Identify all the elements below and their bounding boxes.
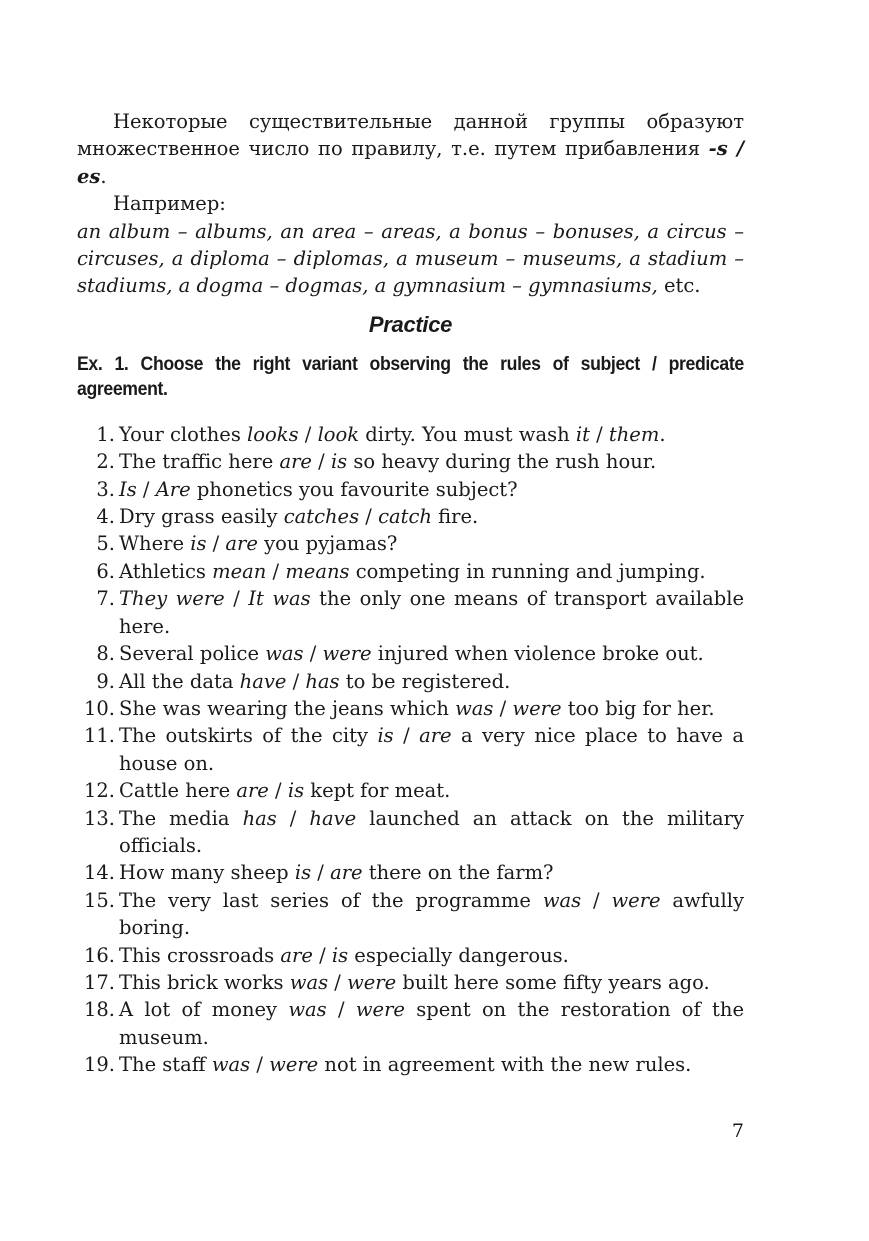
item-number: 3.	[96, 477, 115, 501]
item-text	[117, 695, 744, 722]
exercise-item	[77, 668, 744, 695]
item-number: 12.	[83, 779, 115, 803]
variant-option: is	[287, 779, 305, 803]
intro-paragraph	[77, 108, 744, 190]
item-fragment: awfully boring.	[119, 888, 745, 940]
item-fragment: too big for her.	[561, 696, 715, 720]
item-fragment: you pyjamas?	[257, 532, 398, 556]
plural-suffix: -s / es	[77, 137, 745, 188]
variant-option: are	[330, 861, 363, 885]
item-fragment: Your clothes	[119, 422, 248, 446]
item-fragment: /	[326, 998, 356, 1022]
variant-option: is	[330, 450, 348, 474]
item-fragment: This crossroads	[119, 943, 281, 967]
item-text	[117, 777, 744, 804]
variant-option: They were	[119, 587, 225, 611]
variant-option: has	[242, 806, 277, 830]
item-fragment: launched an attack on the military officials.	[119, 806, 744, 857]
item-text	[117, 503, 744, 530]
exercise-item	[77, 448, 744, 475]
item-fragment: fire.	[431, 505, 479, 529]
item-fragment: /	[311, 861, 331, 885]
item-fragment: /	[312, 943, 332, 967]
item-number: 7.	[96, 587, 115, 611]
item-text	[117, 448, 744, 475]
item-text	[117, 585, 744, 640]
item-number: 14.	[83, 861, 115, 885]
item-fragment: Cattle here	[119, 779, 237, 803]
item-fragment: /	[268, 779, 288, 803]
variant-option: was	[288, 998, 327, 1022]
exercise-item	[77, 695, 744, 722]
variant-option: are	[236, 779, 269, 803]
exercise-item	[77, 777, 744, 804]
item-text	[117, 640, 744, 667]
intro-text: Некоторые существительные данной группы образуют множественное число по правилу, т.е. путем прибавления	[77, 110, 744, 161]
item-text	[117, 722, 744, 777]
variant-option: were	[512, 696, 562, 720]
item-fragment: How many sheep	[119, 861, 295, 885]
variant-option: is	[190, 532, 207, 556]
item-fragment: The staff	[119, 1053, 212, 1077]
item-fragment: /	[493, 696, 513, 720]
intro-end: .	[100, 164, 107, 188]
variant-option: was	[542, 888, 582, 912]
item-fragment: /	[136, 477, 156, 501]
variant-option: are	[225, 532, 258, 556]
exercise-item	[77, 969, 744, 996]
item-fragment: /	[393, 724, 420, 748]
exercise-item	[77, 530, 744, 557]
exercise-item	[77, 640, 744, 667]
examples-paragraph	[77, 218, 744, 300]
variant-option: is	[294, 861, 312, 885]
variant-option: have	[239, 669, 287, 693]
item-text	[117, 530, 744, 557]
item-fragment: /	[224, 587, 249, 611]
item-fragment: /	[303, 642, 323, 666]
item-fragment: so heavy during the rush hour.	[347, 450, 657, 474]
item-fragment: competing in running and jumping.	[349, 559, 706, 583]
exercise-item	[77, 805, 744, 860]
item-fragment: She was wearing the jeans which	[119, 696, 456, 720]
item-number: 6.	[96, 559, 115, 583]
item-fragment: /	[266, 559, 286, 583]
example-label: Например:	[113, 192, 226, 216]
item-text	[117, 421, 744, 448]
item-fragment: /	[328, 970, 348, 994]
variant-option: means	[285, 559, 350, 583]
variant-option: are	[279, 450, 312, 474]
variant-option: were	[355, 998, 405, 1022]
examples-tail: etc.	[657, 274, 701, 298]
item-text	[117, 969, 744, 996]
exercise-item	[77, 503, 744, 530]
item-fragment: /	[276, 806, 310, 830]
item-fragment: /	[286, 669, 306, 693]
item-number: 9.	[96, 669, 115, 693]
variant-option: were	[322, 642, 372, 666]
variant-option: it	[575, 422, 590, 446]
variant-option: are	[419, 724, 452, 748]
variant-option: was	[455, 696, 494, 720]
item-number: 8.	[96, 642, 115, 666]
exercise-item	[77, 722, 744, 777]
item-fragment: a very nice place to have a house on.	[119, 724, 745, 775]
variant-option: were	[347, 970, 397, 994]
variant-option: were	[611, 888, 661, 912]
item-number: 10.	[83, 696, 115, 720]
item-fragment: Several police	[119, 642, 266, 666]
item-fragment: /	[311, 450, 331, 474]
item-fragment: .	[659, 422, 666, 446]
item-fragment: /	[206, 532, 226, 556]
variant-option: mean	[212, 559, 267, 583]
item-number: 2.	[96, 450, 115, 474]
exercise-item	[77, 421, 744, 448]
exercise-list	[77, 421, 744, 1079]
item-fragment: /	[589, 422, 609, 446]
item-fragment: injured when violence broke out.	[371, 642, 704, 666]
item-fragment: The outskirts of the city	[119, 724, 378, 748]
variant-option: is	[377, 724, 394, 748]
item-fragment: not in agreement with the new rules.	[318, 1053, 692, 1077]
item-fragment: Where	[119, 532, 191, 556]
variant-option: was	[211, 1053, 251, 1077]
exercise-title: Ex. 1. Choose the right variant observing the rules of subject / predicate agreement.	[77, 353, 744, 400]
item-text	[117, 668, 744, 695]
exercise-item	[77, 476, 744, 503]
exercise-item	[77, 585, 744, 640]
exercise-item	[77, 887, 744, 942]
item-fragment: This brick works	[119, 970, 290, 994]
item-number: 16.	[83, 943, 115, 967]
variant-option: catches	[283, 505, 360, 529]
item-number: 13.	[83, 806, 115, 830]
variant-option: them	[608, 422, 660, 446]
item-number: 11.	[83, 724, 115, 748]
item-fragment: to be registered.	[339, 669, 511, 693]
variant-option: catch	[378, 505, 432, 529]
variant-option: was	[265, 642, 304, 666]
variant-option: Are	[155, 477, 191, 501]
item-fragment: spent on the restoration of the museum.	[119, 998, 744, 1049]
variant-option: looks	[247, 422, 299, 446]
variant-option: has	[305, 669, 340, 693]
page-content	[77, 108, 744, 1079]
item-text	[117, 942, 744, 969]
item-fragment: /	[250, 1053, 270, 1077]
item-fragment: The traffic here	[119, 450, 280, 474]
section-heading: Practice	[368, 311, 453, 337]
exercise-item	[77, 1051, 744, 1078]
item-fragment: /	[581, 888, 612, 912]
item-number: 1.	[96, 422, 115, 446]
item-fragment: /	[359, 505, 379, 529]
variant-option: Is	[119, 477, 137, 501]
item-fragment: All the data	[119, 669, 240, 693]
item-fragment: especially dangerous.	[348, 943, 569, 967]
item-number: 19.	[83, 1053, 115, 1077]
variant-option: were	[269, 1053, 319, 1077]
item-number: 17.	[83, 970, 115, 994]
page-number: 7	[731, 1120, 744, 1142]
item-fragment: kept for meat.	[304, 779, 451, 803]
item-fragment: Dry grass easily	[119, 505, 284, 529]
variant-option: It was	[248, 587, 311, 611]
variant-option: is	[331, 943, 349, 967]
exercise-item	[77, 942, 744, 969]
variant-option: have	[309, 806, 357, 830]
item-fragment: The very last series of the programme	[119, 888, 543, 912]
exercise-item	[77, 996, 744, 1051]
item-number: 15.	[83, 888, 115, 912]
item-fragment: phonetics you favourite subject?	[190, 477, 518, 501]
exercise-item	[77, 558, 744, 585]
item-fragment: A lot of money	[119, 998, 289, 1022]
item-text	[117, 887, 744, 942]
item-fragment: the only one means of transport available here.	[119, 587, 745, 638]
item-text	[117, 805, 744, 860]
variant-option: was	[289, 970, 329, 994]
item-number: 4.	[96, 505, 115, 529]
item-number: 5.	[96, 532, 115, 556]
examples-text: an album – albums, an area – areas, a bonus – bonuses, a circus – circuses, a diploma – diplomas, a museum – museums, a stadium – stadiums, a dogma – dogmas, a gymnasium – gymnasiums,	[77, 219, 744, 298]
item-fragment: dirty. You must wash	[359, 422, 576, 446]
item-fragment: The media	[119, 806, 243, 830]
item-fragment: /	[298, 422, 318, 446]
item-text	[117, 859, 744, 886]
exercise-item	[77, 859, 744, 886]
item-text	[117, 476, 744, 503]
item-fragment: built here some fifty years ago.	[396, 970, 710, 994]
item-fragment: there on the farm?	[362, 861, 554, 885]
item-text	[117, 996, 744, 1051]
item-text	[117, 1051, 744, 1078]
variant-option: are	[280, 943, 313, 967]
item-number: 18.	[83, 998, 115, 1022]
item-text	[117, 558, 744, 585]
item-fragment: Athletics	[119, 559, 213, 583]
variant-option: look	[317, 422, 360, 446]
